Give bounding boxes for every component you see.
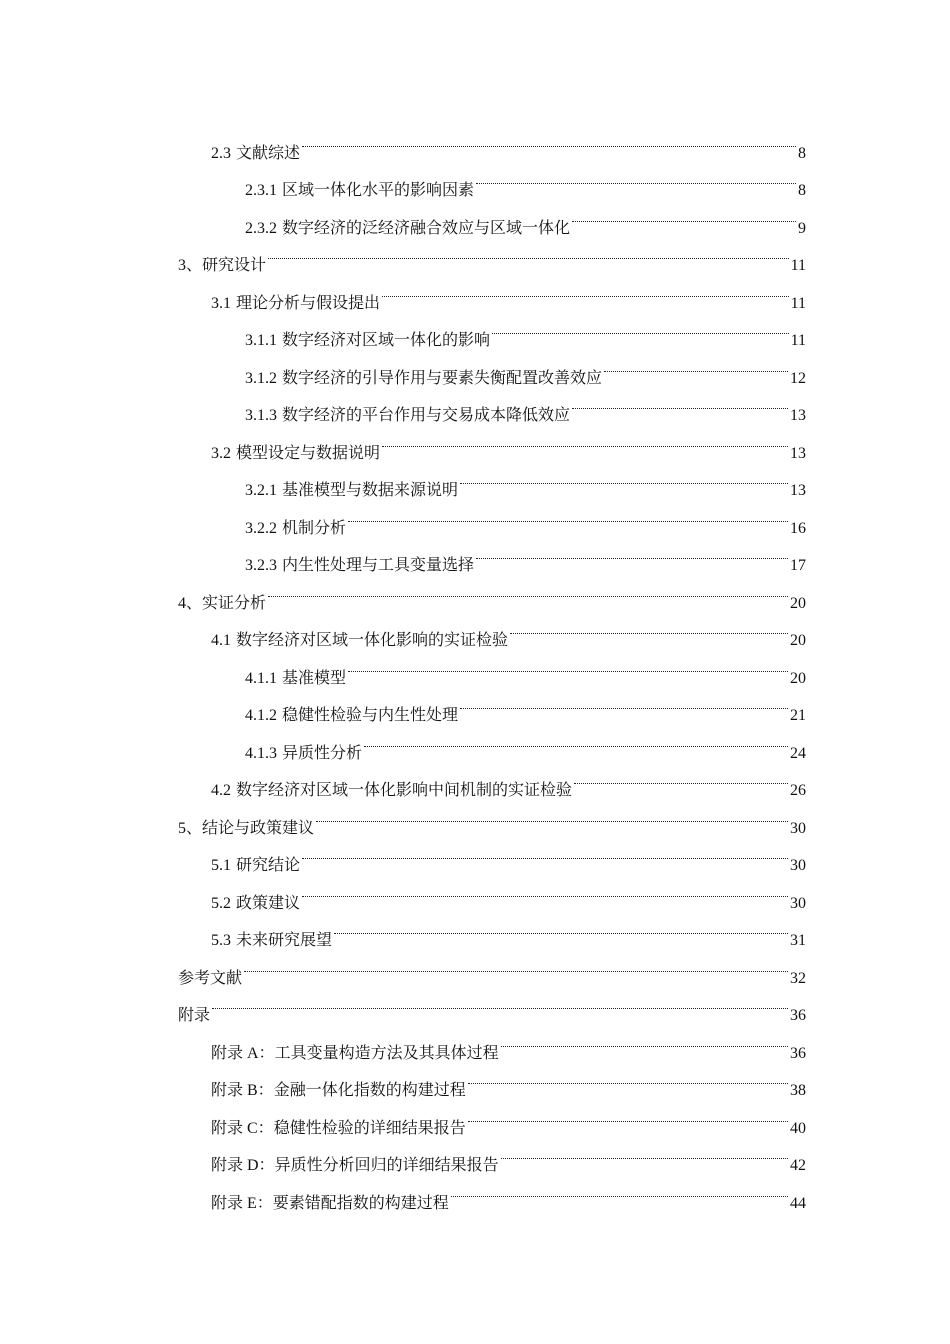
toc-entry-page: 13 (790, 482, 806, 499)
toc-entry-number: 3.1.3 (245, 407, 277, 424)
toc-entry-page: 8 (798, 182, 806, 199)
toc-entry-number: 5.2 (211, 894, 231, 912)
toc-entry[interactable] (178, 570, 806, 612)
dot-leader (476, 158, 796, 196)
toc-entry-title: 结论与政策建议 (202, 819, 315, 837)
toc-entry-page: 11 (790, 294, 806, 312)
dot-leader (348, 645, 788, 683)
toc-entry-title: 研究结论 (236, 857, 301, 874)
dot-leader (460, 458, 788, 496)
toc-entry-number: 附录 E： (211, 1194, 273, 1212)
toc-entry-page: 26 (790, 782, 806, 799)
toc-entry[interactable] (178, 983, 806, 1024)
dot-leader (476, 533, 788, 571)
toc-entry-page: 20 (790, 632, 806, 649)
dot-leader (572, 383, 788, 421)
toc-entry-page: 20 (790, 669, 806, 687)
toc-entry-title: 金融一体化指数的构建过程 (273, 1082, 466, 1099)
toc-entry-page: 36 (790, 1044, 806, 1062)
toc-entry[interactable] (178, 945, 806, 987)
toc-entry-page: 38 (790, 1082, 806, 1099)
toc-entry-title: 数字经济的引导作用与要素失衡配置改善效应 (282, 369, 603, 387)
toc-entry-page: 8 (798, 144, 806, 162)
toc-entry-title: 参考文献 (178, 969, 243, 987)
toc-entry-number: 附录 A： (211, 1044, 275, 1062)
dot-leader (302, 120, 796, 158)
toc-entry-number: 4.1.1 (245, 669, 277, 687)
toc-entry-number: 3.2.1 (245, 482, 277, 499)
toc-entry-page: 11 (790, 257, 806, 274)
toc-entry-number: 附录 B： (211, 1082, 274, 1099)
toc-entry-page: 30 (790, 894, 806, 912)
dot-leader (334, 908, 788, 946)
toc-entry-number: 附录 C： (211, 1119, 274, 1137)
toc-entry-number: 4.2 (211, 782, 231, 799)
toc-entry-number: 附录 D： (211, 1157, 275, 1174)
toc-entry-page: 30 (790, 857, 806, 874)
toc-entry-title: 研究设计 (202, 257, 267, 274)
dot-leader (468, 1095, 788, 1133)
toc-entry-page: 16 (790, 519, 806, 537)
dot-leader (212, 983, 788, 1021)
toc-entry-page: 44 (790, 1194, 806, 1212)
toc-entry-title: 稳健性检验与内生性处理 (282, 707, 459, 724)
toc-entry-title: 机制分析 (282, 519, 347, 537)
toc-entry-title: 稳健性检验的详细结果报告 (273, 1119, 466, 1137)
toc-entry-page: 21 (790, 707, 806, 724)
toc-entry-title: 文献综述 (236, 144, 301, 162)
dot-leader (510, 608, 788, 646)
toc-entry-number: 3.1 (211, 294, 231, 312)
toc-entry-page: 12 (790, 369, 806, 387)
toc-entry-number: 3.2 (211, 444, 231, 462)
dot-leader (468, 1058, 788, 1096)
dot-leader (268, 233, 789, 271)
toc-entry-number: 3.1.2 (245, 369, 277, 387)
dot-leader (364, 720, 788, 758)
toc-entry-number: 2.3.2 (245, 219, 277, 237)
dot-leader (492, 308, 789, 346)
toc-entry-page: 36 (790, 1007, 806, 1024)
toc-entry[interactable] (178, 270, 806, 312)
toc-entry-page: 32 (790, 969, 806, 987)
toc-entry-number: 3、 (178, 257, 203, 274)
dot-leader (302, 833, 788, 871)
toc-entry-title: 工具变量构造方法及其具体过程 (274, 1044, 499, 1062)
toc-entry-page: 24 (790, 744, 806, 762)
toc-entry-title: 异质性分析 (282, 744, 363, 762)
toc-entry-number: 5.1 (211, 857, 231, 874)
dot-leader (268, 570, 788, 608)
toc-entry-page: 20 (790, 594, 806, 612)
toc-entry-title: 异质性分析回归的详细结果报告 (274, 1157, 499, 1174)
toc-entry-number: 4.1 (211, 632, 231, 649)
toc-entry-title: 基准模型与数据来源说明 (282, 482, 459, 499)
dot-leader (572, 195, 796, 233)
toc-entry-title: 政策建议 (236, 894, 301, 912)
toc-entry-page: 13 (790, 407, 806, 424)
toc-entry-title: 数字经济的泛经济融合效应与区域一体化 (282, 219, 571, 237)
toc-entry-number: 2.3.1 (245, 182, 277, 199)
toc-entry-title: 基准模型 (282, 669, 347, 687)
toc-entry-number: 4、 (178, 594, 203, 612)
toc-entry[interactable] (178, 233, 806, 274)
dot-leader (382, 420, 788, 458)
toc-entry[interactable] (178, 120, 806, 162)
toc-entry-number: 3.1.1 (245, 332, 277, 349)
toc-entry-number: 5.3 (211, 932, 231, 949)
dot-leader (451, 1170, 788, 1208)
toc-entry-page: 13 (790, 444, 806, 462)
toc-entry-number: 5、 (178, 819, 203, 837)
toc-entry-title: 数字经济对区域一体化的影响 (282, 332, 491, 349)
toc-entry-title: 未来研究展望 (236, 932, 333, 949)
toc-entry-title: 内生性处理与工具变量选择 (282, 557, 475, 574)
dot-leader (316, 795, 788, 833)
toc-entry-title: 数字经济的平台作用与交易成本降低效应 (282, 407, 571, 424)
toc-entry[interactable] (178, 608, 806, 649)
dot-leader (604, 345, 788, 383)
toc-entry-page: 9 (798, 219, 806, 237)
toc-entry-number: 3.2.2 (245, 519, 277, 537)
toc-entry-number: 3.2.3 (245, 557, 277, 574)
toc-entry-title: 数字经济对区域一体化影响的实证检验 (236, 632, 509, 649)
toc-entry-page: 40 (790, 1119, 806, 1137)
toc-entry-title: 实证分析 (202, 594, 267, 612)
toc-entry-title: 附录 (178, 1007, 211, 1024)
dot-leader (302, 870, 788, 908)
toc-entry-page: 31 (790, 932, 806, 949)
toc-entry-number: 2.3 (211, 144, 231, 162)
toc-entry[interactable] (178, 1020, 806, 1062)
dot-leader (382, 270, 789, 308)
toc-entry-title: 模型设定与数据说明 (236, 444, 381, 462)
dot-leader (244, 945, 788, 983)
dot-leader (460, 683, 788, 721)
toc-entry-page: 17 (790, 557, 806, 574)
toc-entry-number: 4.1.3 (245, 744, 277, 762)
toc-entry-number: 4.1.2 (245, 707, 277, 724)
toc-entry-title: 理论分析与假设提出 (236, 294, 381, 312)
dot-leader (501, 1020, 788, 1058)
toc-entry-page: 30 (790, 819, 806, 837)
toc-entry-page: 42 (790, 1157, 806, 1174)
dot-leader (501, 1133, 788, 1171)
toc-entry-title: 区域一体化水平的影响因素 (282, 182, 475, 199)
toc-entry-title: 要素错配指数的构建过程 (272, 1194, 449, 1212)
dot-leader (574, 758, 788, 796)
toc-entry-title: 数字经济对区域一体化影响中间机制的实证检验 (236, 782, 573, 799)
toc-entry-page: 11 (790, 332, 806, 349)
dot-leader (348, 495, 788, 533)
table-of-contents (178, 120, 806, 1212)
